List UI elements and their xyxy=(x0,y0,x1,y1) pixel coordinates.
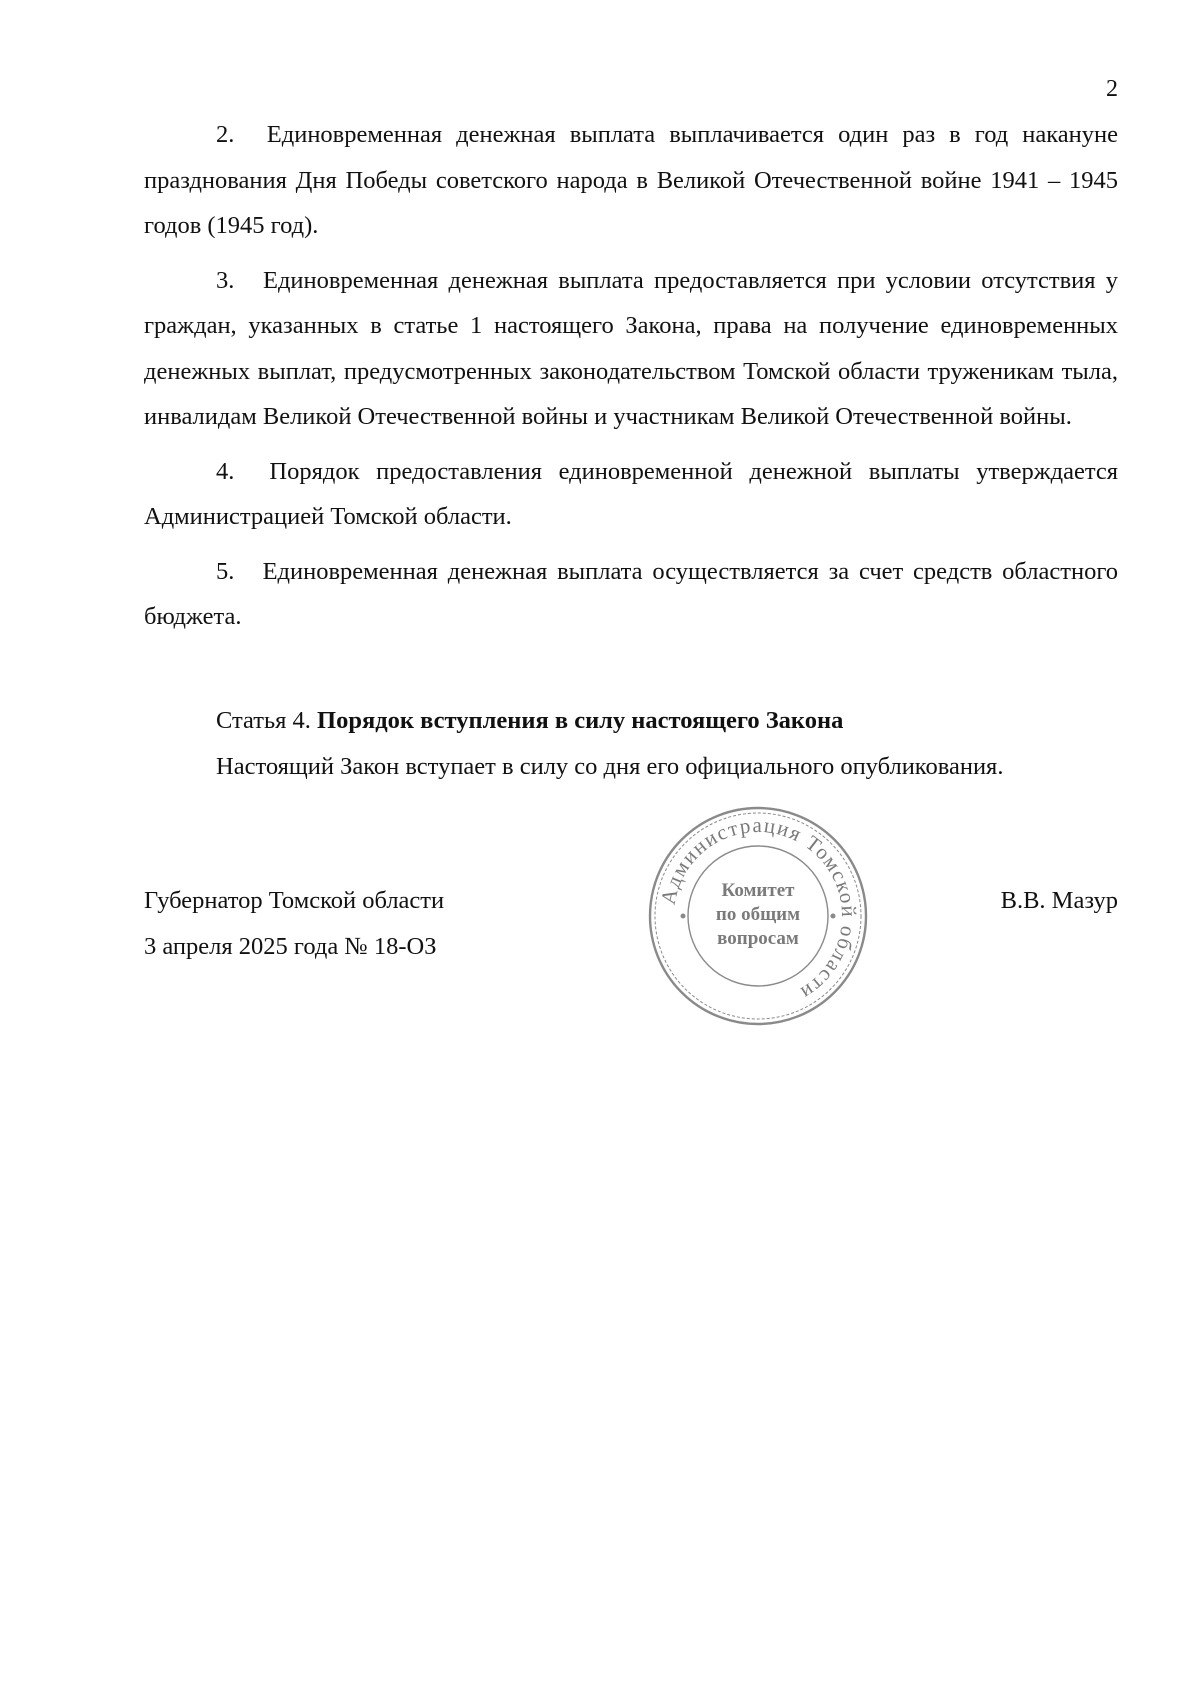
signatory-name: В.В. Мазур xyxy=(1000,887,1118,914)
paragraph-3 xyxy=(144,258,1118,440)
paragraph-2 xyxy=(144,112,1118,249)
article-title: Порядок вступления в силу настоящего Закона xyxy=(317,707,844,734)
law-date-number: 3 апреля 2025 года № 18-ОЗ xyxy=(144,932,437,960)
paragraph-number: 3. xyxy=(216,266,235,294)
paragraph-4 xyxy=(144,449,1118,540)
article-4 xyxy=(216,698,1116,789)
paragraph-text: Единовременная денежная выплата выплачивается один раз в год накануне празднования Дня Победы советского народа в Великой Отечественной войне 1941 – 1945 годов (1945 год). xyxy=(144,121,1118,239)
seal-line-3: вопросам xyxy=(717,928,799,949)
article-heading xyxy=(216,698,1116,744)
paragraph-text: Единовременная денежная выплата осуществляется за счет средств областного бюджета. xyxy=(144,557,1119,630)
paragraph-number: 5. xyxy=(216,557,235,585)
page-number: 2 xyxy=(1106,76,1118,102)
paragraph-text: Единовременная денежная выплата предоставляется при условии отсутствия у граждан, указанных в статье 1 настоящего Закона, права на получение единовременных денежных выплат, предусмотренных законодательством Томской области труженикам тыла, инвалидам Великой Отечественной войны и участникам Великой Отечественной войны. xyxy=(144,266,1119,430)
paragraph-number: 4. xyxy=(216,457,235,485)
signature-left xyxy=(144,878,1118,969)
paragraph-5 xyxy=(144,549,1118,640)
signatory-position: Губернатор Томской области xyxy=(144,887,445,914)
article-text: Настоящий Закон вступает в силу со дня его официального опубликования. xyxy=(216,752,1004,780)
article-3-body xyxy=(144,112,1118,649)
signature-block xyxy=(144,878,1118,998)
paragraph-number: 2. xyxy=(216,121,235,148)
seal-ring-text: Администрация Томской области xyxy=(655,812,862,1006)
paragraph-text: Порядок предоставления единовременной денежной выплаты утверждается Администрацией Томской области. xyxy=(144,457,1118,530)
article-prefix: Статья 4. xyxy=(216,707,318,734)
seal-line-2: по общим xyxy=(715,904,801,925)
seal-line-1: Комитет xyxy=(721,880,795,901)
